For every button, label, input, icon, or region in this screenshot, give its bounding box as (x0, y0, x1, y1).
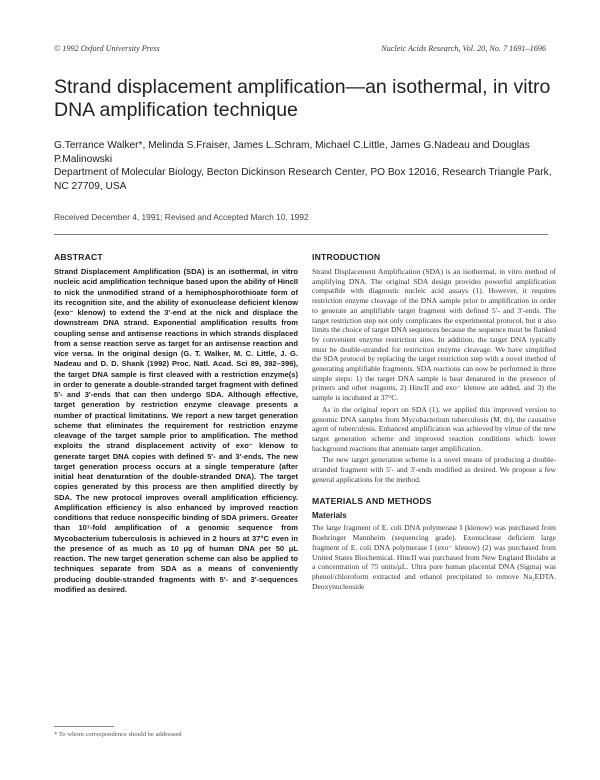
introduction-body (312, 267, 556, 484)
received-dates: Received December 4, 1991; Revised and Accepted March 10, 1992 (54, 212, 309, 222)
author-block (54, 139, 554, 193)
materials-subheading: Materials (312, 511, 347, 521)
running-header (54, 44, 546, 56)
left-column (54, 252, 298, 595)
abstract-heading: ABSTRACT (54, 252, 103, 262)
header-divider (54, 234, 548, 235)
methods-body (312, 523, 556, 591)
methods-heading: MATERIALS AND METHODS (312, 496, 432, 507)
intro-paragraph-3: The new target generation scheme is a novel means of producing a double-stranded fragment with 5′- and 3′-ends modified as desired. We propose a few general applications for the method. (312, 455, 556, 484)
footnote-divider (54, 726, 114, 727)
right-column (312, 252, 556, 591)
intro-paragraph-1: Strand Displacement Amplification (SDA) is an isothermal, in vitro method of amplifying DNA. The original SDA design provides powerful amplification compatible with diagnostic nucleic acid assays (1). However, it requires restriction enzyme cleavage of the DNA sample prior to amplification in order to generate an amplifiable target fragment with defined 5′- and 3′-ends. The target restriction step not only complicates the experimental protocol, but it also limits the choice of target DNA sequences because the sequence must be flanked by convenient enzyme restriction sites. In addition, the target DNA typically must be double-stranded for restriction enzyme cleavage. We have simplified the SDA protocol by replacing the target restriction step with a novel method of generating amplifiable fragments. SDA reactions can now be performed in three simple steps: 1) the target DNA sample is heat denatured in the presence of primers and other reagents, 2) HincII and exo⁻ klenow are added, and 3) the sample is incubated at 37°C. (312, 267, 556, 403)
journal-citation: Nucleic Acids Research, Vol. 20, No. 7 1691–1696 (381, 44, 546, 53)
methods-section (312, 496, 556, 591)
methods-paragraph-1: The large fragment of E. coli DNA polymerase I (klenow) was purchased from Boehringer Mannheim (sequencing grade). Exonuclease deficient large fragment of E. coli DNA polymerase I (exo⁻ klenow) (2) was purchased from United States Biochemical. HincII was purchased from New England Biolabs at a concentration of 75 units/μL. Ultra pure human placental DNA (Sigma) was phenol/chloroform extracted and ethanol precipitated to remove Na₂EDTA. Deoxynucleoside (312, 523, 556, 591)
author-affiliation: Department of Molecular Biology, Becton Dickinson Research Center, PO Box 12016, Research Triangle Park, NC 27709, USA (54, 167, 552, 192)
article-title: Strand displacement amplification—an isothermal, in vitro DNA amplification technique (54, 76, 551, 121)
introduction-heading: INTRODUCTION (312, 252, 381, 262)
abstract-text: Strand Displacement Amplification (SDA) is an isothermal, in vitro nucleic acid amplification technique based upon the ability of HincII to nick the unmodified strand of a hemiphosphorothioate form of its recognition site, and the ability of exonuclease deficient klenow (exo⁻ klenow) to extend the 3′-end at the nick and displace the downstream DNA strand. Exponential amplification results from coupling sense and antisense reactions in which strands displaced from a sense reaction serve as target for an antisense reaction and vice versa. In the original design (G. T. Walker, M. C. Little, J. G. Nadeau and D. D. Shank (1992) Proc. Natl. Acad. Sci 89, 392–396), the target DNA sample is first cleaved with a restriction enzyme(s) in order to generate a double-stranded target fragment with defined 5′- and 3′-ends that can then undergo SDA. Although effective, target generation by restriction enzyme cleavage presents a number of practical limitations. We report a new target generation scheme that eliminates the requirement for restriction enzyme cleavage of the target sample prior to amplification. The method exploits the strand displacement activity of exo⁻ klenow to generate target DNA copies with defined 5′- and 3′-ends. The new target generation process occurs at a single temperature (after initial heat denaturation of the double-stranded DNA). The target copies generated by this process are then amplified directly by SDA. The new protocol improves overall amplification efficiency. Amplification efficiency is also enhanced by improved reaction conditions that reduce nonspecific binding of SDA primers. Greater than 10⁷-fold amplification of a genomic sequence from Mycobacterium tuberculosis is achieved in 2 hours at 37°C even in the presence of as much as 10 μg of human DNA per 50 μL reaction. The new target generation scheme can also be applied to techniques separate from SDA as a means of conveniently producing double-stranded fragments with 5′- and 3′-sequences modified as desired. (54, 267, 298, 594)
correspondence-footnote: * To whom correspondence should be addressed (54, 731, 182, 738)
author-names: G.Terrance Walker*, Melinda S.Fraiser, James L.Schram, Michael C.Little, James G.Nadeau and Douglas P.Malinowski (54, 140, 530, 165)
copyright-line: © 1992 Oxford University Press (54, 44, 160, 53)
intro-paragraph-2: As in the original report on SDA (1), we applied this improved version to genomic DNA samples from Mycobacterium tuberculosis (M. tb), the causative agent of tuberculosis. Enhanced amplification was achieved by virtue of the new target generation scheme and improved reaction conditions which lower background reactions that attenuate target amplification. (312, 404, 556, 453)
